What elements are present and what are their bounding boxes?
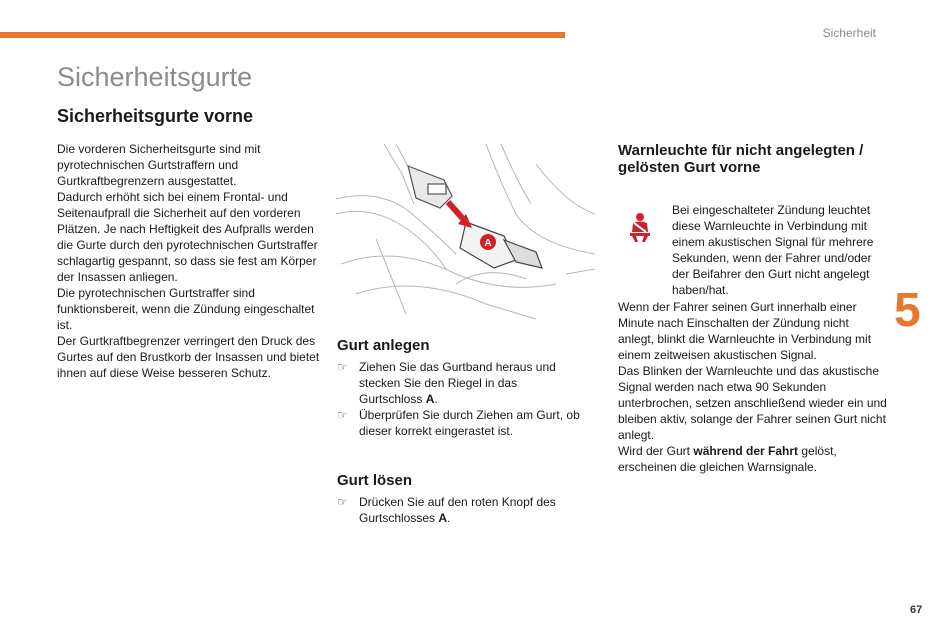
pointing-hand-icon: ☞: [337, 360, 348, 374]
list-item-text: Überprüfen Sie durch Ziehen am Gurt, ob dieser korrekt eingerastet ist.: [359, 408, 580, 438]
warning-paragraph: Wenn der Fahrer seinen Gurt innerhalb einer Minute nach Einschalten der Zündung nicht anlegt, blinkt die Warnleuchte in Verbindung mit einem zeitweisen akustischen Signal.: [618, 300, 872, 362]
pointing-hand-icon: ☞: [337, 495, 348, 509]
header-accent-bar: [0, 32, 565, 38]
page-subtitle: Sicherheitsgurte vorne: [57, 106, 254, 126]
warning-body-text: [618, 299, 888, 475]
chapter-number: 5: [894, 284, 921, 337]
intro-paragraph: Der Gurtkraftbegrenzer verringert den Druck des Gurtes auf den Brustkorb der Insassen und bietet ihnen auf diese Weise besseren Schutz.: [57, 334, 320, 380]
pointing-hand-icon: ☞: [337, 408, 348, 422]
warning-text-after: gelöst, erscheinen die gleichen Warnsignale.: [618, 444, 837, 474]
gurt-loesen-list: [337, 494, 582, 526]
list-item-bold: A: [425, 392, 435, 406]
warning-text-before: Wird der Gurt: [618, 444, 694, 458]
warning-paragraph: [618, 443, 888, 475]
warning-light-heading: Warnleuchte für nicht angelegten / gelösten Gurt vorne: [618, 142, 864, 176]
page-title: Sicherheitsgurte: [57, 62, 253, 92]
intro-text: [57, 141, 322, 381]
page-number: 67: [910, 604, 923, 616]
list-item-bold: A: [438, 511, 448, 525]
section-heading-gurt-loesen: Gurt lösen: [337, 472, 413, 489]
list-item: [337, 494, 582, 526]
list-item-text-end: .: [447, 511, 451, 525]
list-item: [337, 359, 582, 407]
intro-paragraph: Die pyrotechnischen Gurtstraffer sind funktionsbereit, wenn die Zündung eingeschaltet ist.: [57, 286, 315, 332]
list-item-text: Drücken Sie auf den roten Knopf des Gurtschlosses: [359, 495, 556, 525]
section-heading-gurt-anlegen: Gurt anlegen: [337, 337, 430, 354]
gurt-anlegen-list: [337, 359, 582, 439]
list-item-text-end: .: [434, 392, 438, 406]
intro-paragraph: Die vorderen Sicherheitsgurte sind mit pyrotechnischen Gurtstraffern und Gurtkraftbegrenzern ausgestattet.: [57, 142, 261, 188]
warning-paragraph: Das Blinken der Warnleuchte und das akustische Signal werden nach etwa 90 Sekunden unterbrochen, setzen anschließend wieder ein und bleiben aktiv, solange der Fahrer seinen Gurt nicht anlegt.: [618, 364, 887, 442]
seatbelt-buckle-illustration: [336, 144, 595, 320]
warning-text-bold: während der Fahrt: [693, 444, 799, 458]
buckle-marker-label: A: [484, 238, 492, 249]
list-item: [337, 407, 582, 439]
seatbelt-warning-icon: [626, 212, 654, 242]
warning-light-description: Bei eingeschalteter Zündung leuchtet diese Warnleuchte in Verbindung mit einem akustischen Signal für mehrere Sekunden, wenn der Fahrer und/oder der Beifahrer den Gurt nicht angelegt haben/hat.: [672, 203, 874, 297]
intro-paragraph: Dadurch erhöht sich bei einem Frontal- und Seitenaufprall die Sicherheit auf den vorderen Plätzen. Je nach Heftigkeit des Aufpralls werden die Gurte durch den pyrotechnischen Gurtstraffer schlagartig gespannt, so dass sie fest am Körper der Insassen anliegen.: [57, 190, 318, 284]
list-item-text: Ziehen Sie das Gurtband heraus und stecken Sie den Riegel in das Gurtschloss: [359, 360, 556, 406]
section-label: Sicherheit: [822, 26, 876, 40]
